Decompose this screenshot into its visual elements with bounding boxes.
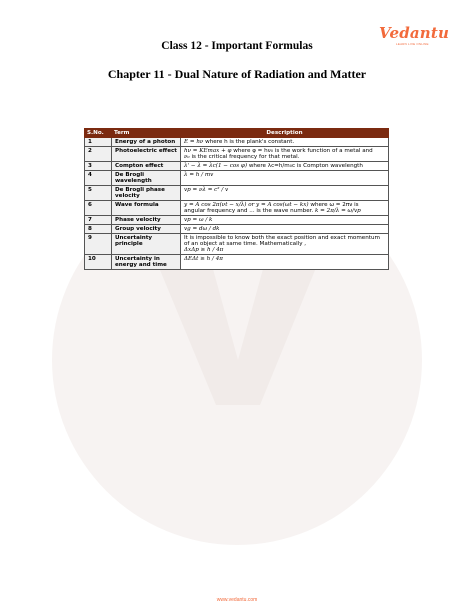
table-row bbox=[85, 201, 389, 216]
row-formula: vp = ω / k bbox=[184, 217, 213, 223]
row-description bbox=[181, 234, 389, 255]
table-row bbox=[85, 162, 389, 171]
column-header-description: Description bbox=[181, 129, 389, 138]
row-text: where λc=h/m₀c is Compton wavelength bbox=[248, 163, 363, 169]
row-formula-secondary: ν₀ bbox=[184, 154, 190, 160]
row-term: Wave formula bbox=[112, 201, 181, 216]
row-formula: vp = νλ = c² / v bbox=[184, 187, 229, 193]
table-row bbox=[85, 138, 389, 147]
logo-word: Vedantu bbox=[379, 24, 450, 42]
table-row bbox=[85, 225, 389, 234]
table-row bbox=[85, 186, 389, 201]
row-term: De Brogli phase velocity bbox=[112, 186, 181, 201]
formula-table bbox=[84, 128, 389, 270]
table-row bbox=[85, 216, 389, 225]
row-number: 2 bbox=[85, 147, 112, 162]
row-number: 4 bbox=[85, 171, 112, 186]
row-formula: E = hν bbox=[184, 139, 204, 145]
page-title: Class 12 - Important Formulas bbox=[161, 40, 313, 52]
row-text: where ω = 2πν is bbox=[310, 202, 359, 208]
row-number: 7 bbox=[85, 216, 112, 225]
watermark-v-logo bbox=[150, 250, 325, 410]
row-text-secondary: is the critical frequency for that metal. bbox=[191, 154, 300, 160]
row-term: Photoelectric effect bbox=[112, 147, 181, 162]
row-description bbox=[181, 171, 389, 186]
row-text: where φ = hν₀ is the work function of a metal and bbox=[233, 148, 373, 154]
row-term: Group velocity bbox=[112, 225, 181, 234]
row-term: Compton effect bbox=[112, 162, 181, 171]
row-formula-secondary: k = 2π/λ = ω/vp bbox=[315, 208, 361, 214]
row-formula: λ' − λ = λc(1 − cos φ) bbox=[184, 163, 248, 169]
row-description bbox=[181, 162, 389, 171]
row-formula: ΔEΔt ≥ h / 4π bbox=[184, 256, 223, 262]
row-formula-secondary: ΔxΔp ≥ h / 4π bbox=[184, 247, 224, 253]
footer-url: www.vedantu.com bbox=[216, 597, 258, 603]
row-description bbox=[181, 138, 389, 147]
row-text-secondary: angular frequency and ... is the wave number. bbox=[184, 208, 314, 214]
row-description bbox=[181, 216, 389, 225]
table-row bbox=[85, 234, 389, 255]
row-description bbox=[181, 255, 389, 270]
chapter-title: Chapter 11 - Dual Nature of Radiation and Matter bbox=[107, 67, 367, 81]
row-text: where h is the plank's constant. bbox=[205, 139, 295, 145]
row-description bbox=[181, 201, 389, 216]
row-number: 5 bbox=[85, 186, 112, 201]
row-number: 1 bbox=[85, 138, 112, 147]
row-formula: hν = KEmax + φ bbox=[184, 148, 232, 154]
column-header-sno: S.No. bbox=[85, 129, 112, 138]
row-number: 10 bbox=[85, 255, 112, 270]
row-term: Phase velocity bbox=[112, 216, 181, 225]
logo-tagline: LEARN LIVE ONLINE bbox=[396, 42, 429, 46]
row-number: 9 bbox=[85, 234, 112, 255]
column-header-term: Term bbox=[112, 129, 181, 138]
row-formula: λ = h / mv bbox=[184, 172, 214, 178]
table-row bbox=[85, 147, 389, 162]
row-term: Uncertainty principle bbox=[112, 234, 181, 255]
row-term: Uncertainty in energy and time bbox=[112, 255, 181, 270]
row-term: De Brogli wavelength bbox=[112, 171, 181, 186]
row-text: It is impossible to know both the exact position and exact momentum of an object at same time. Mathematically , bbox=[184, 235, 380, 247]
row-formula: vg = dω / dk bbox=[184, 226, 220, 232]
row-description bbox=[181, 147, 389, 162]
table-row bbox=[85, 255, 389, 270]
row-number: 8 bbox=[85, 225, 112, 234]
row-description bbox=[181, 225, 389, 234]
row-number: 6 bbox=[85, 201, 112, 216]
table-row bbox=[85, 171, 389, 186]
table-header-row bbox=[85, 129, 389, 138]
row-formula: y = A cos 2π(νt − x/λ) or y = A cos(ωt − kx) bbox=[184, 202, 309, 208]
row-number: 3 bbox=[85, 162, 112, 171]
row-term: Energy of a photon bbox=[112, 138, 181, 147]
row-description bbox=[181, 186, 389, 201]
